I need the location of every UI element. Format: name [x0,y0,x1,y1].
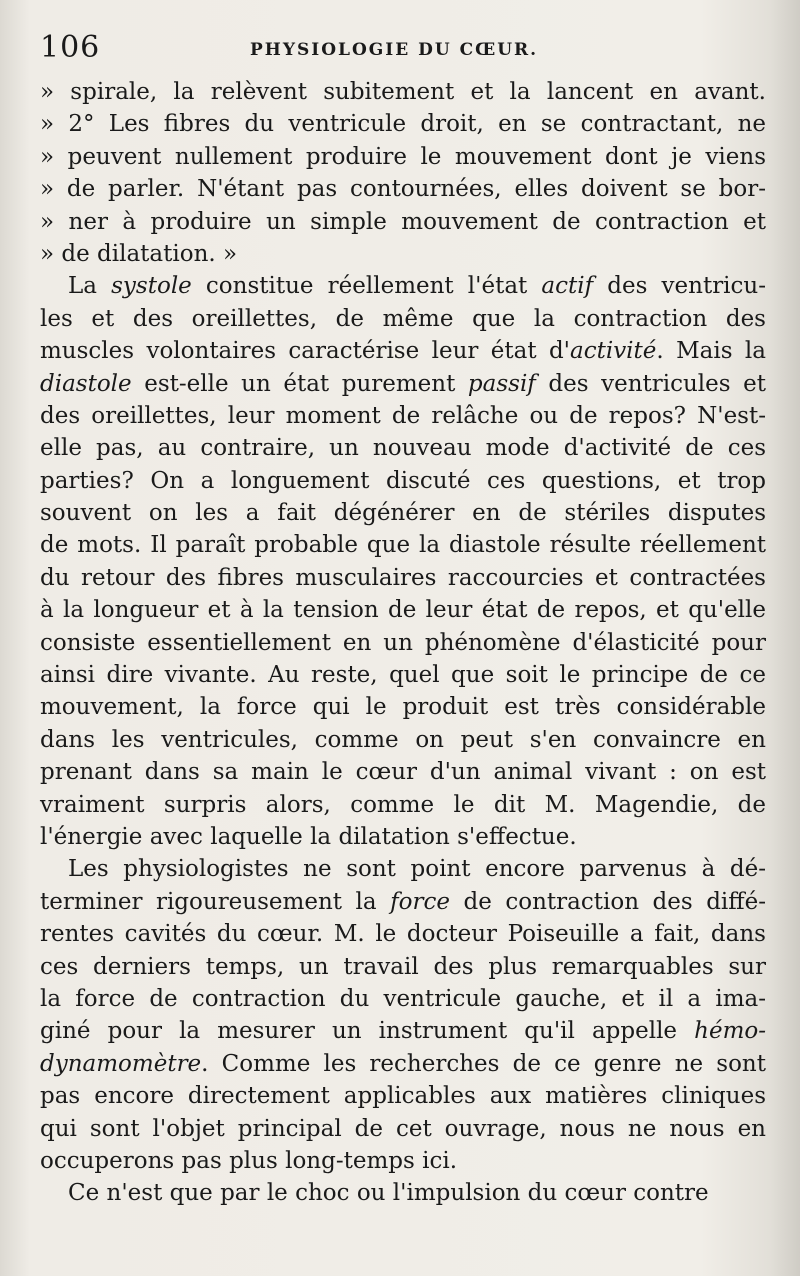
text-line [40,951,766,983]
text-segment: parties? On a longuement discuté ces questions, et trop [40,467,766,494]
text-segment: . Comme les recherches de ce genre ne sont [201,1050,766,1077]
text-line [40,238,766,270]
text-line [40,529,766,561]
text-segment: des oreillettes, leur moment de relâche ou de repos? N'est- [40,402,766,429]
text-line [40,594,766,626]
text-segment: » spirale, la relèvent subitement et la lancent en avant. [40,79,766,105]
text-line [40,724,766,756]
text-segment: elle pas, au contraire, un nouveau mode d'activité de ces [40,435,766,462]
text-segment: Ce n'est que par le choc ou l'impulsion du cœur contre [68,1180,709,1207]
text-segment: La [68,273,112,300]
text-segment: mouvement, la force qui le produit est très considérable [40,694,766,721]
text-line [40,108,766,140]
text-line [40,270,766,302]
text-line [40,1015,766,1047]
italic-term: passif [467,370,536,397]
text-segment: rentes cavités du cœur. M. le docteur Poiseuille a fait, dans [40,921,766,948]
text-segment: Les physiologistes ne sont point encore parvenus à dé- [68,856,766,883]
text-segment: » peuvent nullement produire le mouvement dont je viens [40,143,766,170]
body-text [40,76,766,1210]
text-segment: de mots. Il paraît probable que la diastole résulte réellement [40,532,766,559]
text-segment: . Mais la [656,338,766,365]
text-line [40,789,766,821]
text-segment: pas encore directement applicables aux matières cliniques [40,1083,766,1110]
page-number: 106 [40,30,101,65]
text-segment: muscles volontaires caractérise leur état d' [40,338,570,365]
paragraph [40,270,766,853]
text-segment: giné pour la mesurer un instrument qu'il appelle [40,1018,695,1045]
page-header [40,30,760,70]
text-segment: » de parler. N'étant pas contournées, elles doivent se bor- [40,176,766,203]
italic-term: systole [111,273,192,300]
text-segment: du retour des fibres musculaires raccourcies et contractées [40,564,766,591]
text-line [40,432,766,464]
italic-term: force [390,888,450,915]
italic-term: dynamomètre [40,1050,202,1077]
text-line [40,983,766,1015]
italic-term: activité [570,338,657,365]
text-line [40,659,766,691]
text-segment: de contraction des diffé- [449,888,766,915]
paragraph [40,1177,766,1209]
text-segment: à la longueur et à la tension de leur état de repos, et qu'elle [40,597,766,624]
text-line [40,303,766,335]
text-line [40,918,766,950]
text-segment: » ner à produire un simple mouvement de contraction et [40,208,766,235]
text-segment: est-elle un état purement [131,370,468,397]
text-line [40,368,766,400]
text-segment: des ventricu- [593,273,767,300]
text-line [40,821,766,853]
text-line [40,691,766,723]
text-segment: des ventricules et [535,370,766,397]
text-segment: » 2° Les fibres du ventricule droit, en se contractant, ne [40,111,766,138]
text-segment: terminer rigoureusement la [40,888,391,915]
text-line [40,1080,766,1112]
italic-term: hémo- [694,1018,766,1045]
text-line [40,627,766,659]
text-line [40,206,766,238]
text-segment: occuperons pas plus long-temps ici. [40,1147,457,1174]
text-line [40,562,766,594]
text-line [40,1113,766,1145]
text-line [40,1177,766,1209]
text-line [40,173,766,205]
text-segment: qui sont l'objet principal de cet ouvrage, nous ne nous en [40,1115,766,1142]
text-segment: les et des oreillettes, de même que la contraction des [40,305,766,332]
text-segment: dans les ventricules, comme on peut s'en convaincre en [40,726,766,753]
italic-term: diastole [40,370,132,397]
text-segment: la force de contraction du ventricule gauche, et il a ima- [40,985,766,1012]
text-line [40,1145,766,1177]
text-line [40,886,766,918]
text-segment: vraiment surpris alors, comme le dit M. Magendie, de [40,791,766,818]
text-segment: constitue réellement l'état [191,273,542,300]
text-line [40,1048,766,1080]
text-line [40,465,766,497]
text-line [40,400,766,432]
text-segment: ces derniers temps, un travail des plus remarquables sur [40,953,766,980]
text-line [40,497,766,529]
paragraph [40,853,766,1177]
text-line [40,853,766,885]
paragraph [40,76,766,270]
text-segment: consiste essentiellement en un phénomène d'élasticité pour [40,629,766,656]
text-segment: souvent on les a fait dégénérer en de stériles disputes [40,500,766,527]
italic-term: actif [541,273,594,300]
text-segment: ainsi dire vivante. Au reste, quel que soit le principe de ce [40,662,766,689]
running-title: PHYSIOLOGIE DU CŒUR. [250,40,539,60]
text-line [40,141,766,173]
text-line [40,335,766,367]
text-line [40,756,766,788]
text-segment: l'énergie avec laquelle la dilatation s'effectue. [40,823,577,850]
text-segment: prenant dans sa main le cœur d'un animal vivant : on est [40,759,766,786]
text-line [40,76,766,108]
text-segment: » de dilatation. » [40,240,238,267]
